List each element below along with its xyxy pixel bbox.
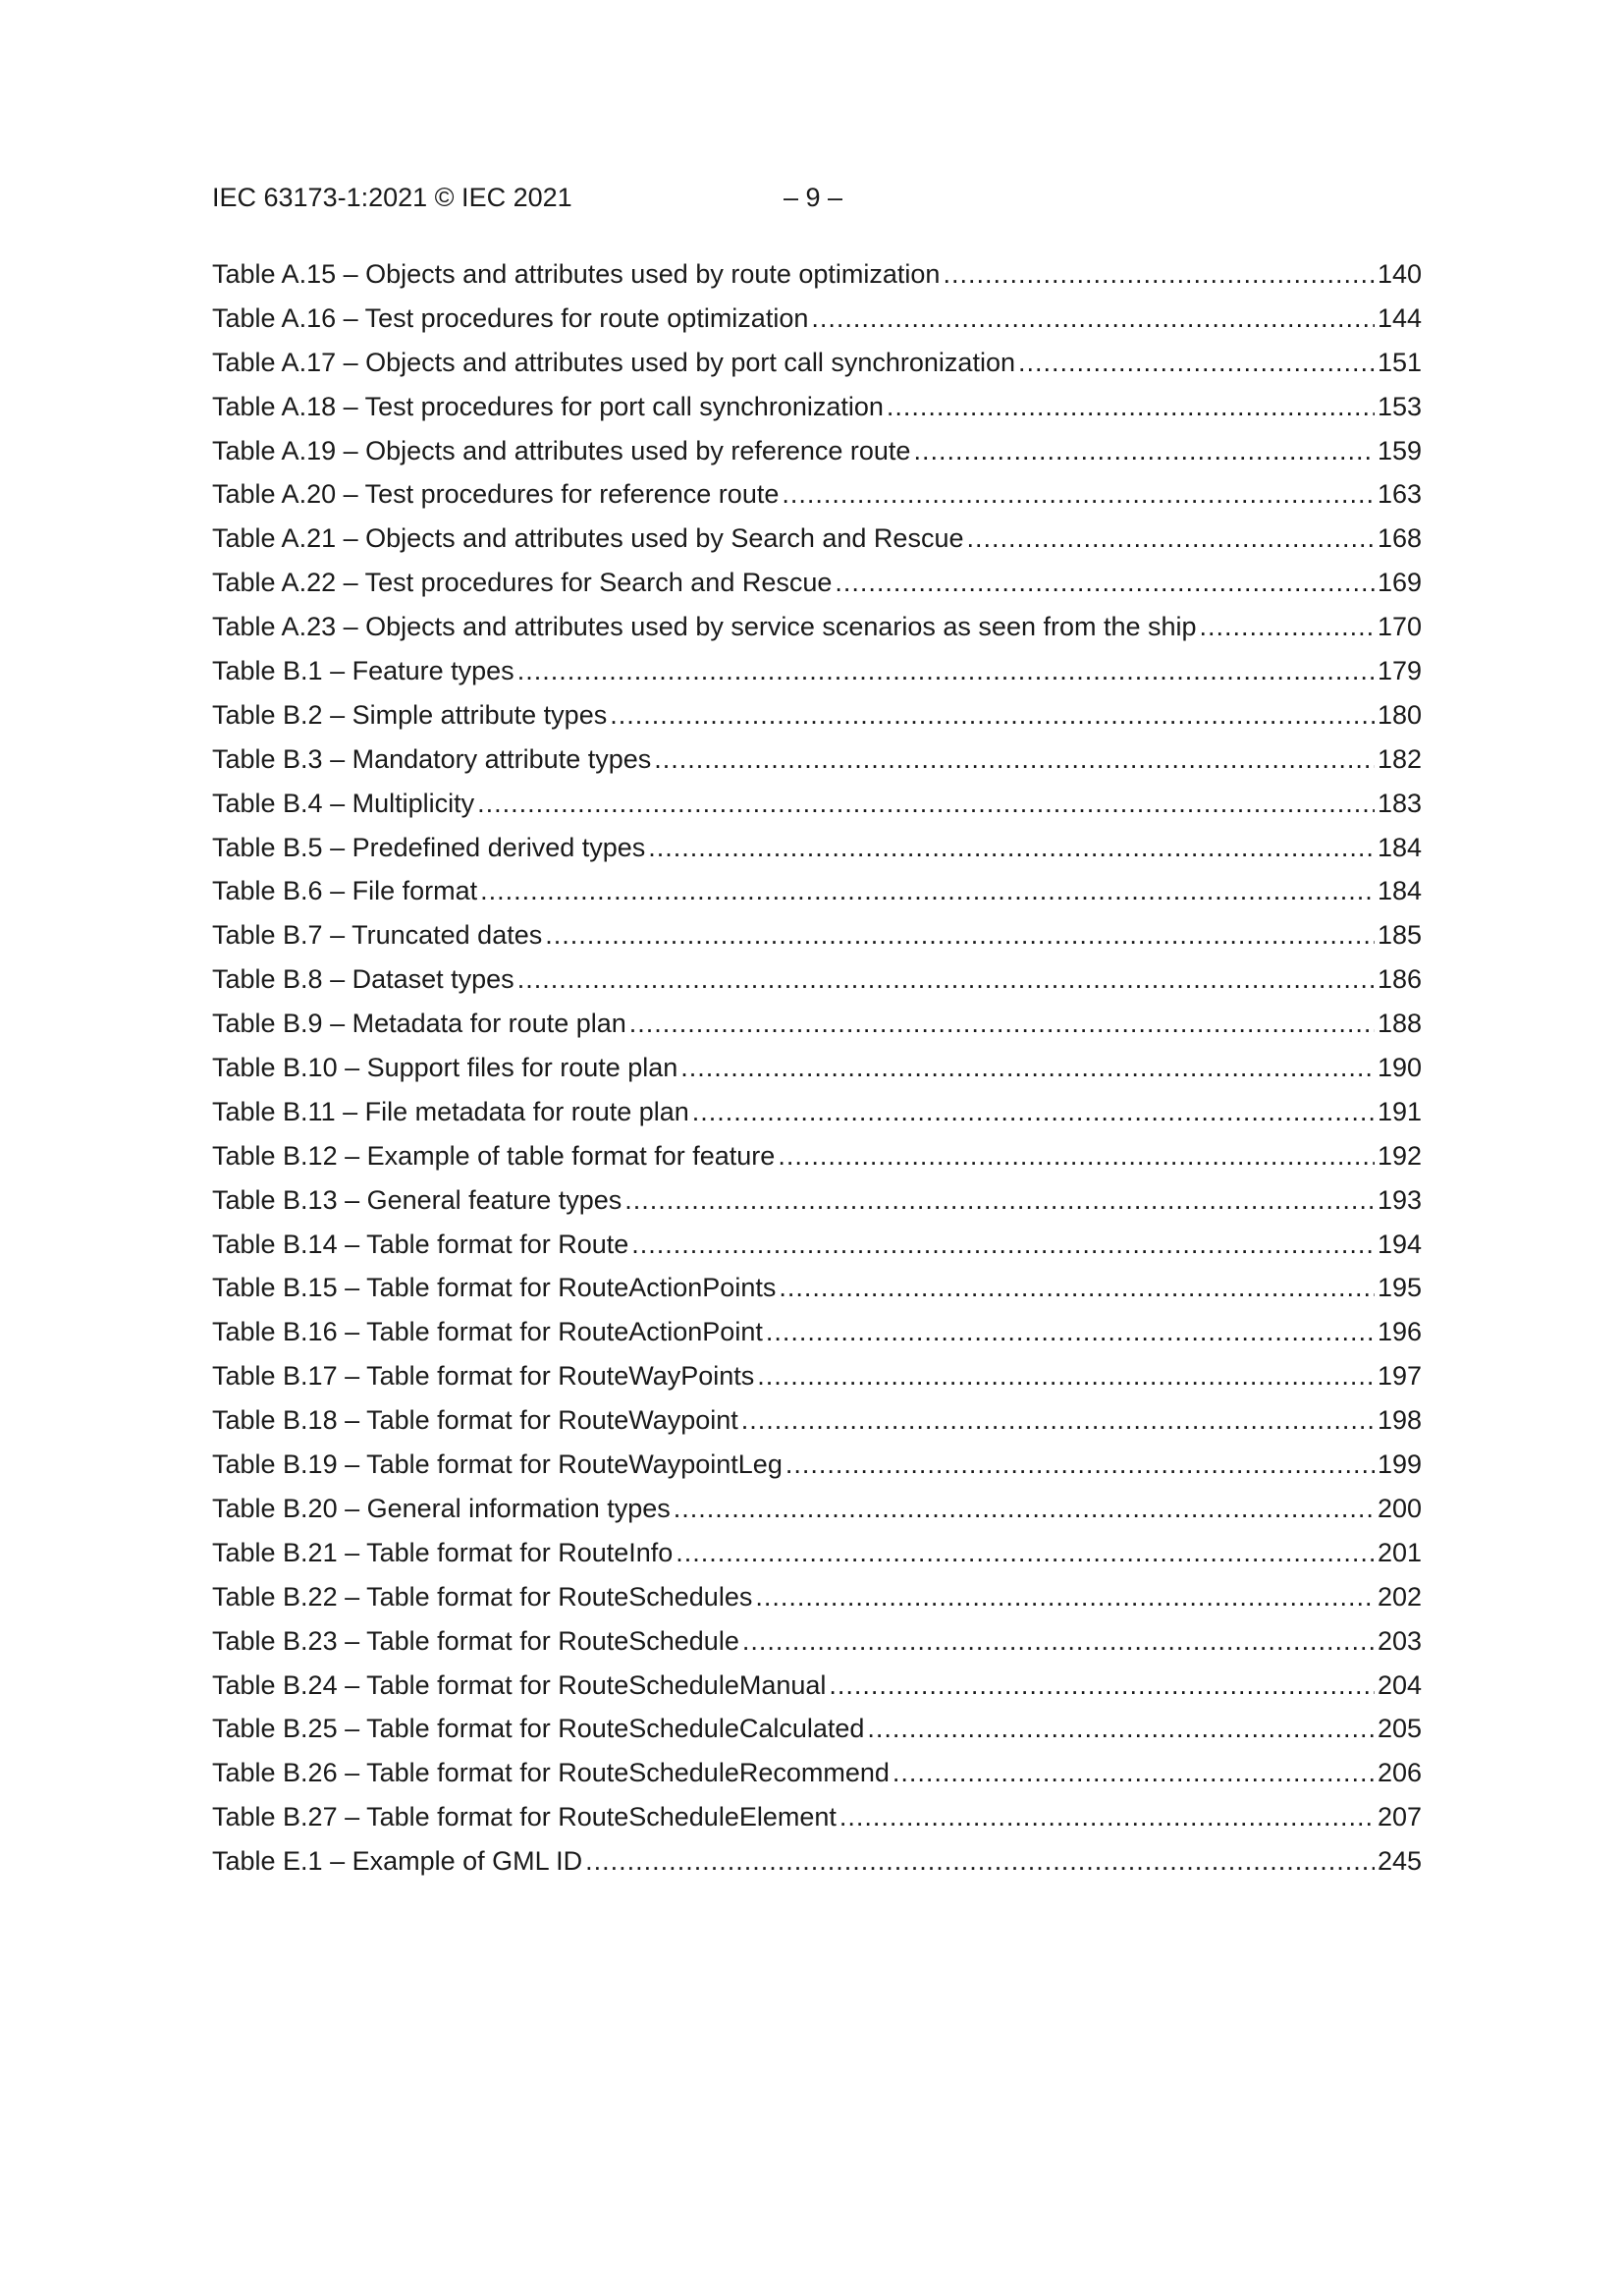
toc-dot-leader <box>676 1536 1375 1569</box>
toc-entry-title: Table B.1 – Feature types <box>212 656 514 686</box>
toc-dot-leader <box>913 434 1374 467</box>
toc-entry-title: Table B.8 – Dataset types <box>212 964 514 995</box>
toc-entry[interactable] <box>212 1228 1422 1272</box>
toc-entry-page: 192 <box>1377 1140 1422 1171</box>
toc-entry-title: Table B.9 – Metadata for route plan <box>212 1009 626 1039</box>
toc-entry-page: 199 <box>1377 1449 1422 1480</box>
toc-entry[interactable] <box>212 1139 1422 1183</box>
toc-entry-page: 205 <box>1377 1714 1422 1744</box>
toc-dot-leader <box>629 1007 1375 1040</box>
toc-entry-title: Table A.16 – Test procedures for route optimization <box>212 302 809 333</box>
toc-entry-title: Table E.1 – Example of GML ID <box>212 1846 583 1877</box>
toc-entry-page: 194 <box>1377 1229 1422 1259</box>
toc-entry-title: Table B.14 – Table format for Route <box>212 1229 629 1259</box>
toc-entry-title: Table B.7 – Truncated dates <box>212 920 543 951</box>
toc-entry-page: 195 <box>1377 1273 1422 1303</box>
toc-entry[interactable] <box>212 1271 1422 1315</box>
toc-entry-title: Table B.19 – Table format for RouteWaypointLeg <box>212 1449 783 1480</box>
toc-dot-leader <box>757 1359 1375 1393</box>
toc-entry-title: Table B.24 – Table format for RouteScheduleManual <box>212 1669 827 1700</box>
toc-dot-leader <box>585 1844 1375 1878</box>
toc-entry[interactable] <box>212 831 1422 875</box>
toc-entry-title: Table B.18 – Table format for RouteWaypoint <box>212 1405 738 1436</box>
toc-entry-title: Table B.11 – File metadata for route plan <box>212 1096 689 1126</box>
toc-entry-page: 144 <box>1377 302 1422 333</box>
toc-entry-page: 163 <box>1377 479 1422 510</box>
toc-dot-leader <box>811 301 1375 335</box>
toc-dot-leader <box>480 874 1375 907</box>
toc-dot-leader <box>517 962 1375 996</box>
toc-entry[interactable] <box>212 477 1422 521</box>
toc-entry[interactable] <box>212 918 1422 962</box>
toc-entry-page: 190 <box>1377 1053 1422 1083</box>
toc-entry-page: 179 <box>1377 656 1422 686</box>
toc-entry-title: Table B.26 – Table format for RouteScheduleRecommend <box>212 1758 890 1788</box>
toc-entry-page: 168 <box>1377 523 1422 554</box>
toc-entry[interactable] <box>212 1756 1422 1800</box>
toc-entry[interactable] <box>212 434 1422 478</box>
toc-entry[interactable] <box>212 1800 1422 1844</box>
toc-entry-page: 198 <box>1377 1405 1422 1436</box>
page-header <box>212 181 1422 214</box>
toc-entry-page: 183 <box>1377 788 1422 818</box>
toc-dot-leader <box>785 1448 1375 1481</box>
toc-entry-title: Table B.15 – Table format for RouteActionPoints <box>212 1273 777 1303</box>
toc-entry-title: Table B.16 – Table format for RouteActionPoint <box>212 1317 763 1347</box>
toc-dot-leader <box>893 1756 1375 1789</box>
toc-entry-title: Table B.20 – General information types <box>212 1493 671 1523</box>
toc-entry[interactable] <box>212 1536 1422 1580</box>
toc-dot-leader <box>779 1271 1375 1304</box>
toc-entry-page: 180 <box>1377 699 1422 730</box>
toc-entry-title: Table B.2 – Simple attribute types <box>212 699 608 730</box>
toc-entry-page: 188 <box>1377 1009 1422 1039</box>
toc-entry-page: 151 <box>1377 347 1422 377</box>
toc-entry[interactable] <box>212 1183 1422 1228</box>
toc-entry[interactable] <box>212 1580 1422 1624</box>
toc-entry-title: Table B.17 – Table format for RouteWayPoints <box>212 1361 755 1392</box>
document-identifier: IEC 63173-1:2021 © IEC 2021 <box>212 183 572 212</box>
toc-entry[interactable] <box>212 962 1422 1007</box>
toc-dot-leader <box>517 654 1375 687</box>
toc-dot-leader <box>631 1228 1375 1261</box>
toc-dot-leader <box>624 1183 1375 1217</box>
toc-dot-leader <box>674 1492 1375 1525</box>
toc-entry[interactable] <box>212 1051 1422 1095</box>
toc-dot-leader <box>755 1580 1375 1613</box>
toc-entry-page: 201 <box>1377 1537 1422 1567</box>
toc-entry-title: Table B.4 – Multiplicity <box>212 788 475 818</box>
toc-dot-leader <box>1200 610 1375 643</box>
toc-entry[interactable] <box>212 521 1422 566</box>
toc-dot-leader <box>839 1800 1375 1833</box>
toc-entry-page: 159 <box>1377 435 1422 465</box>
toc-dot-leader <box>680 1051 1375 1084</box>
toc-entry-title: Table B.27 – Table format for RouteScheduleElement <box>212 1802 837 1832</box>
toc-dot-leader <box>742 1624 1375 1658</box>
toc-entry[interactable] <box>212 610 1422 654</box>
toc-entry-page: 191 <box>1377 1096 1422 1126</box>
toc-entry[interactable] <box>212 257 1422 301</box>
toc-entry[interactable] <box>212 1403 1422 1448</box>
toc-dot-leader <box>648 831 1375 864</box>
toc-entry-title: Table B.10 – Support files for route plan <box>212 1053 678 1083</box>
toc-entry[interactable] <box>212 566 1422 610</box>
toc-entry-page: 203 <box>1377 1625 1422 1656</box>
toc-dot-leader <box>887 390 1375 423</box>
toc-entry-title: Table B.13 – General feature types <box>212 1184 622 1215</box>
toc-entry-title: Table A.21 – Objects and attributes used by Search and Rescue <box>212 523 964 554</box>
toc-entry-page: 184 <box>1377 832 1422 862</box>
toc-dot-leader <box>835 566 1375 599</box>
toc-entry[interactable] <box>212 301 1422 346</box>
toc-entry[interactable] <box>212 1624 1422 1668</box>
toc-entry[interactable] <box>212 654 1422 698</box>
toc-dot-leader <box>1018 346 1375 379</box>
toc-entry[interactable] <box>212 698 1422 742</box>
toc-entry-page: 207 <box>1377 1802 1422 1832</box>
toc-entry-page: 204 <box>1377 1669 1422 1700</box>
toc-entry[interactable] <box>212 874 1422 918</box>
toc-entry-title: Table B.12 – Example of table format for feature <box>212 1140 776 1171</box>
toc-dot-leader <box>829 1668 1375 1702</box>
toc-entry-page: 170 <box>1377 612 1422 642</box>
toc-entry-title: Table B.21 – Table format for RouteInfo <box>212 1537 674 1567</box>
toc-dot-leader <box>741 1403 1375 1437</box>
toc-entry[interactable] <box>212 1095 1422 1139</box>
toc-entry-page: 169 <box>1377 568 1422 598</box>
table-of-contents-list <box>212 257 1422 1888</box>
toc-entry-page: 184 <box>1377 876 1422 906</box>
toc-dot-leader <box>654 742 1375 776</box>
toc-entry[interactable] <box>212 1712 1422 1756</box>
toc-entry-page: 186 <box>1377 964 1422 995</box>
toc-dot-leader <box>477 787 1375 820</box>
toc-dot-leader <box>867 1712 1375 1745</box>
toc-entry-title: Table B.5 – Predefined derived types <box>212 832 646 862</box>
toc-entry-page: 245 <box>1377 1846 1422 1877</box>
toc-entry-page: 196 <box>1377 1317 1422 1347</box>
toc-dot-leader <box>610 698 1375 732</box>
toc-dot-leader <box>778 1139 1375 1173</box>
toc-dot-leader <box>782 477 1375 511</box>
toc-entry-page: 153 <box>1377 391 1422 421</box>
toc-entry-title: Table A.18 – Test procedures for port call synchronization <box>212 391 884 421</box>
toc-entry-title: Table A.20 – Test procedures for reference route <box>212 479 780 510</box>
toc-entry[interactable] <box>212 1315 1422 1359</box>
toc-entry-page: 182 <box>1377 743 1422 774</box>
toc-entry-title: Table A.23 – Objects and attributes used by service scenarios as seen from the ship <box>212 612 1197 642</box>
toc-entry[interactable] <box>212 787 1422 831</box>
toc-entry-page: 140 <box>1377 259 1422 289</box>
toc-dot-leader <box>692 1095 1375 1128</box>
toc-dot-leader <box>545 918 1375 952</box>
toc-dot-leader <box>766 1315 1375 1348</box>
toc-entry[interactable] <box>212 346 1422 390</box>
toc-entry[interactable] <box>212 390 1422 434</box>
toc-entry[interactable] <box>212 1448 1422 1492</box>
toc-entry[interactable] <box>212 1844 1422 1888</box>
toc-entry[interactable] <box>212 742 1422 787</box>
toc-entry-page: 202 <box>1377 1581 1422 1612</box>
toc-entry-title: Table B.22 – Table format for RouteSchedules <box>212 1581 753 1612</box>
toc-entry-title: Table A.17 – Objects and attributes used by port call synchronization <box>212 347 1015 377</box>
toc-entry[interactable] <box>212 1492 1422 1536</box>
page-number: – 9 – <box>784 183 843 212</box>
toc-entry-title: Table A.22 – Test procedures for Search and Rescue <box>212 568 833 598</box>
toc-entry[interactable] <box>212 1359 1422 1403</box>
toc-entry-title: Table B.3 – Mandatory attribute types <box>212 743 652 774</box>
toc-dot-leader <box>943 257 1374 291</box>
toc-entry-page: 197 <box>1377 1361 1422 1392</box>
toc-entry-page: 200 <box>1377 1493 1422 1523</box>
toc-entry[interactable] <box>212 1007 1422 1051</box>
toc-entry-title: Table B.25 – Table format for RouteScheduleCalculated <box>212 1714 865 1744</box>
toc-dot-leader <box>966 521 1374 555</box>
toc-entry[interactable] <box>212 1668 1422 1713</box>
toc-entry-title: Table A.19 – Objects and attributes used by reference route <box>212 435 911 465</box>
toc-entry-title: Table B.6 – File format <box>212 876 478 906</box>
toc-entry-page: 185 <box>1377 920 1422 951</box>
toc-entry-page: 206 <box>1377 1758 1422 1788</box>
toc-entry-title: Table A.15 – Objects and attributes used by route optimization <box>212 259 941 289</box>
toc-entry-page: 193 <box>1377 1184 1422 1215</box>
toc-entry-title: Table B.23 – Table format for RouteSchedule <box>212 1625 739 1656</box>
